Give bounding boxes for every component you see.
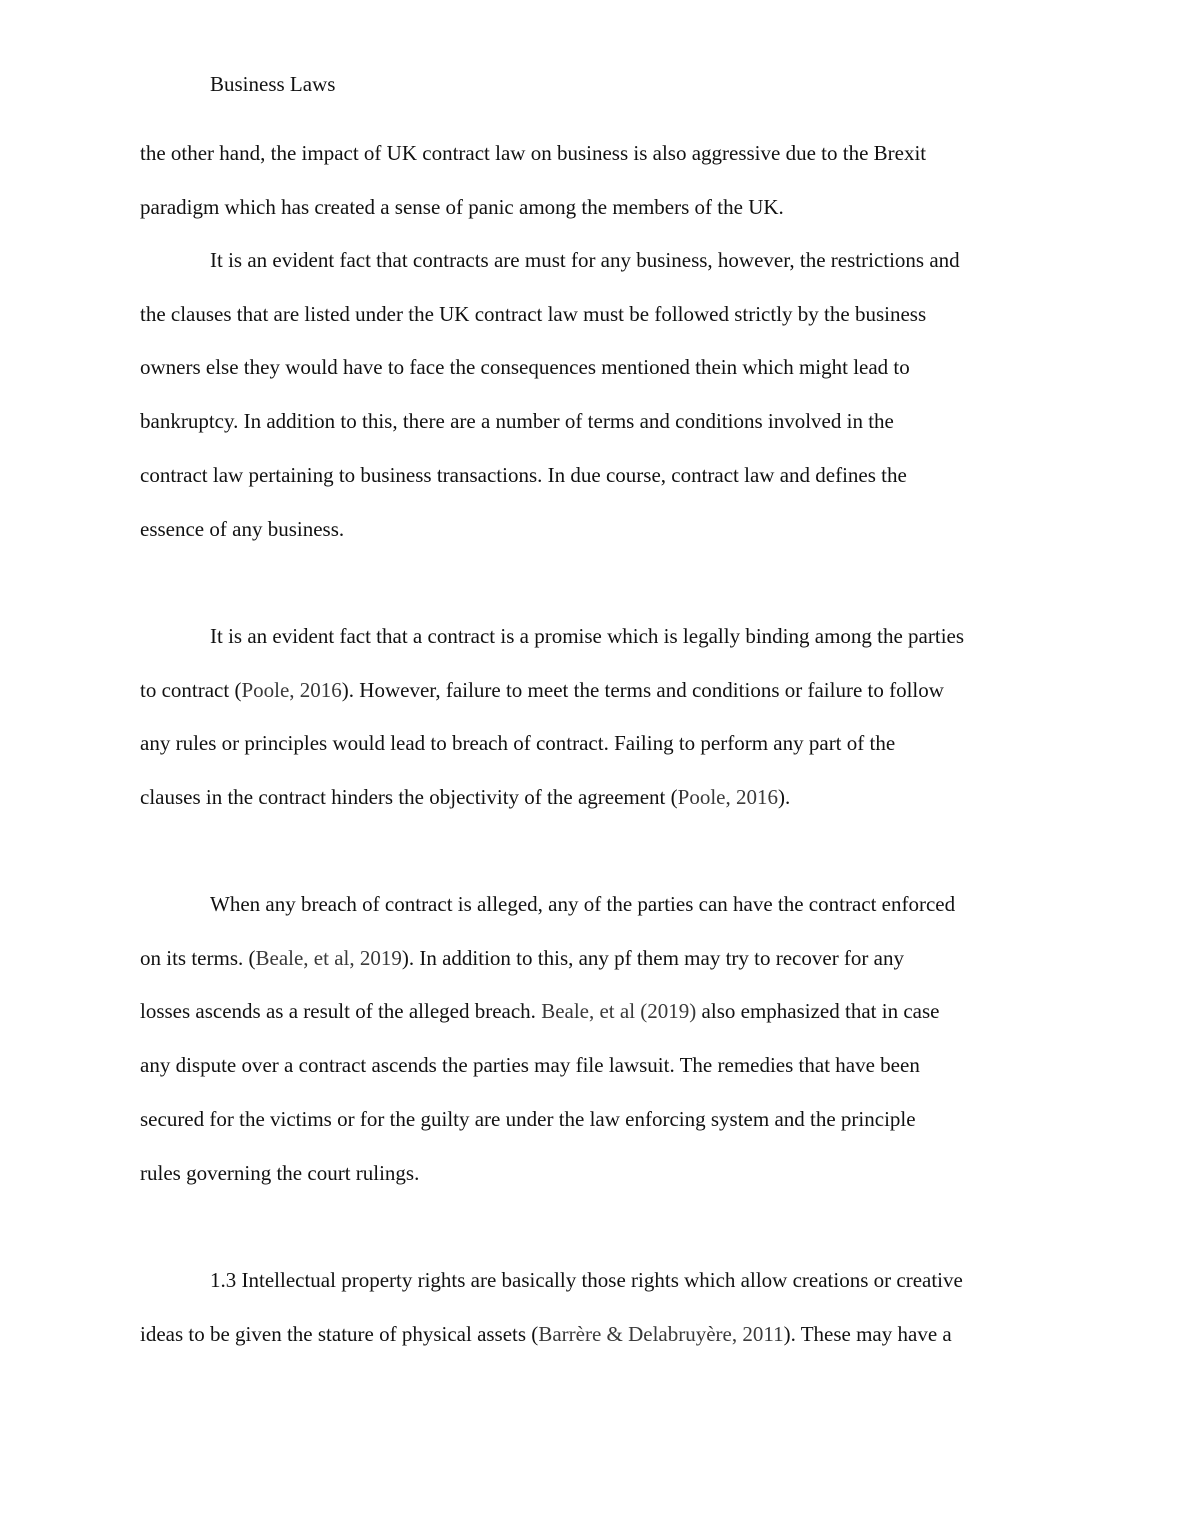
paragraph-breach-of-contract: [140, 878, 1052, 1200]
text-line: [140, 771, 1052, 825]
line-text: ). However, failure to meet the terms and conditions or failure to follow: [341, 677, 944, 702]
line-text: clauses in the contract hinders the objectivity of the agreement (: [140, 785, 678, 810]
citation: Poole, 2016: [677, 785, 778, 810]
text-line: the other hand, the impact of UK contract law on business is also aggressive due to the Brexit: [140, 141, 927, 165]
text-line: [140, 1308, 1052, 1362]
text-line: paradigm which has created a sense of panic among the members of the UK.: [140, 194, 784, 219]
text-line: any rules or principles would lead to breach of contract. Failing to perform any part of the: [140, 731, 896, 756]
paragraph-contract-promise: [140, 610, 1052, 825]
line-text: ). These may have a: [783, 1321, 952, 1346]
line-text: to contract (: [140, 677, 242, 702]
line-text: on its terms. (: [140, 945, 256, 970]
text-line: [140, 664, 1052, 718]
text-line: bankruptcy. In addition to this, there are a number of terms and conditions involved in the: [140, 409, 894, 434]
citation: Beale, et al, 2019: [255, 945, 402, 970]
text-line: the clauses that are listed under the UK contract law must be followed strictly by the business: [140, 301, 927, 326]
line-text: ).: [777, 785, 791, 810]
line-text: ideas to be given the stature of physical assets (: [140, 1321, 539, 1346]
paragraph-contracts-must: [140, 234, 1052, 556]
text-line: It is an evident fact that a contract is a promise which is legally binding among the parties: [210, 624, 965, 648]
text-line: 1.3 Intellectual property rights are basically those rights which allow creations or creative: [210, 1268, 963, 1292]
text-line: essence of any business.: [140, 516, 345, 541]
paragraph-brexit-continuation: [140, 127, 1052, 234]
citation: Beale, et al (2019): [541, 999, 697, 1024]
line-text: ). In addition to this, any pf them may try to recover for any: [401, 945, 904, 970]
paragraph-intellectual-property: [140, 1254, 1052, 1361]
text-line: It is an evident fact that contracts are must for any business, however, the restrictions and: [210, 248, 960, 272]
running-header: Business Laws: [210, 72, 336, 96]
line-text: losses ascends as a result of the alleged breach.: [140, 999, 542, 1024]
text-line: [140, 985, 1052, 1039]
text-line: rules governing the court rulings.: [140, 1160, 420, 1185]
text-line: [140, 932, 1052, 986]
text-line: any dispute over a contract ascends the parties may file lawsuit. The remedies that have been: [140, 1053, 920, 1078]
text-line: When any breach of contract is alleged, any of the parties can have the contract enforced: [210, 892, 956, 916]
text-line: secured for the victims or for the guilty are under the law enforcing system and the principle: [140, 1106, 916, 1131]
citation: Barrère & Delabruyère, 2011: [538, 1321, 784, 1346]
text-line: owners else they would have to face the consequences mentioned thein which might lead to: [140, 355, 910, 380]
citation: Poole, 2016: [241, 677, 342, 702]
text-line: contract law pertaining to business transactions. In due course, contract law and defines the: [140, 462, 907, 487]
line-text: also emphasized that in case: [696, 999, 940, 1024]
